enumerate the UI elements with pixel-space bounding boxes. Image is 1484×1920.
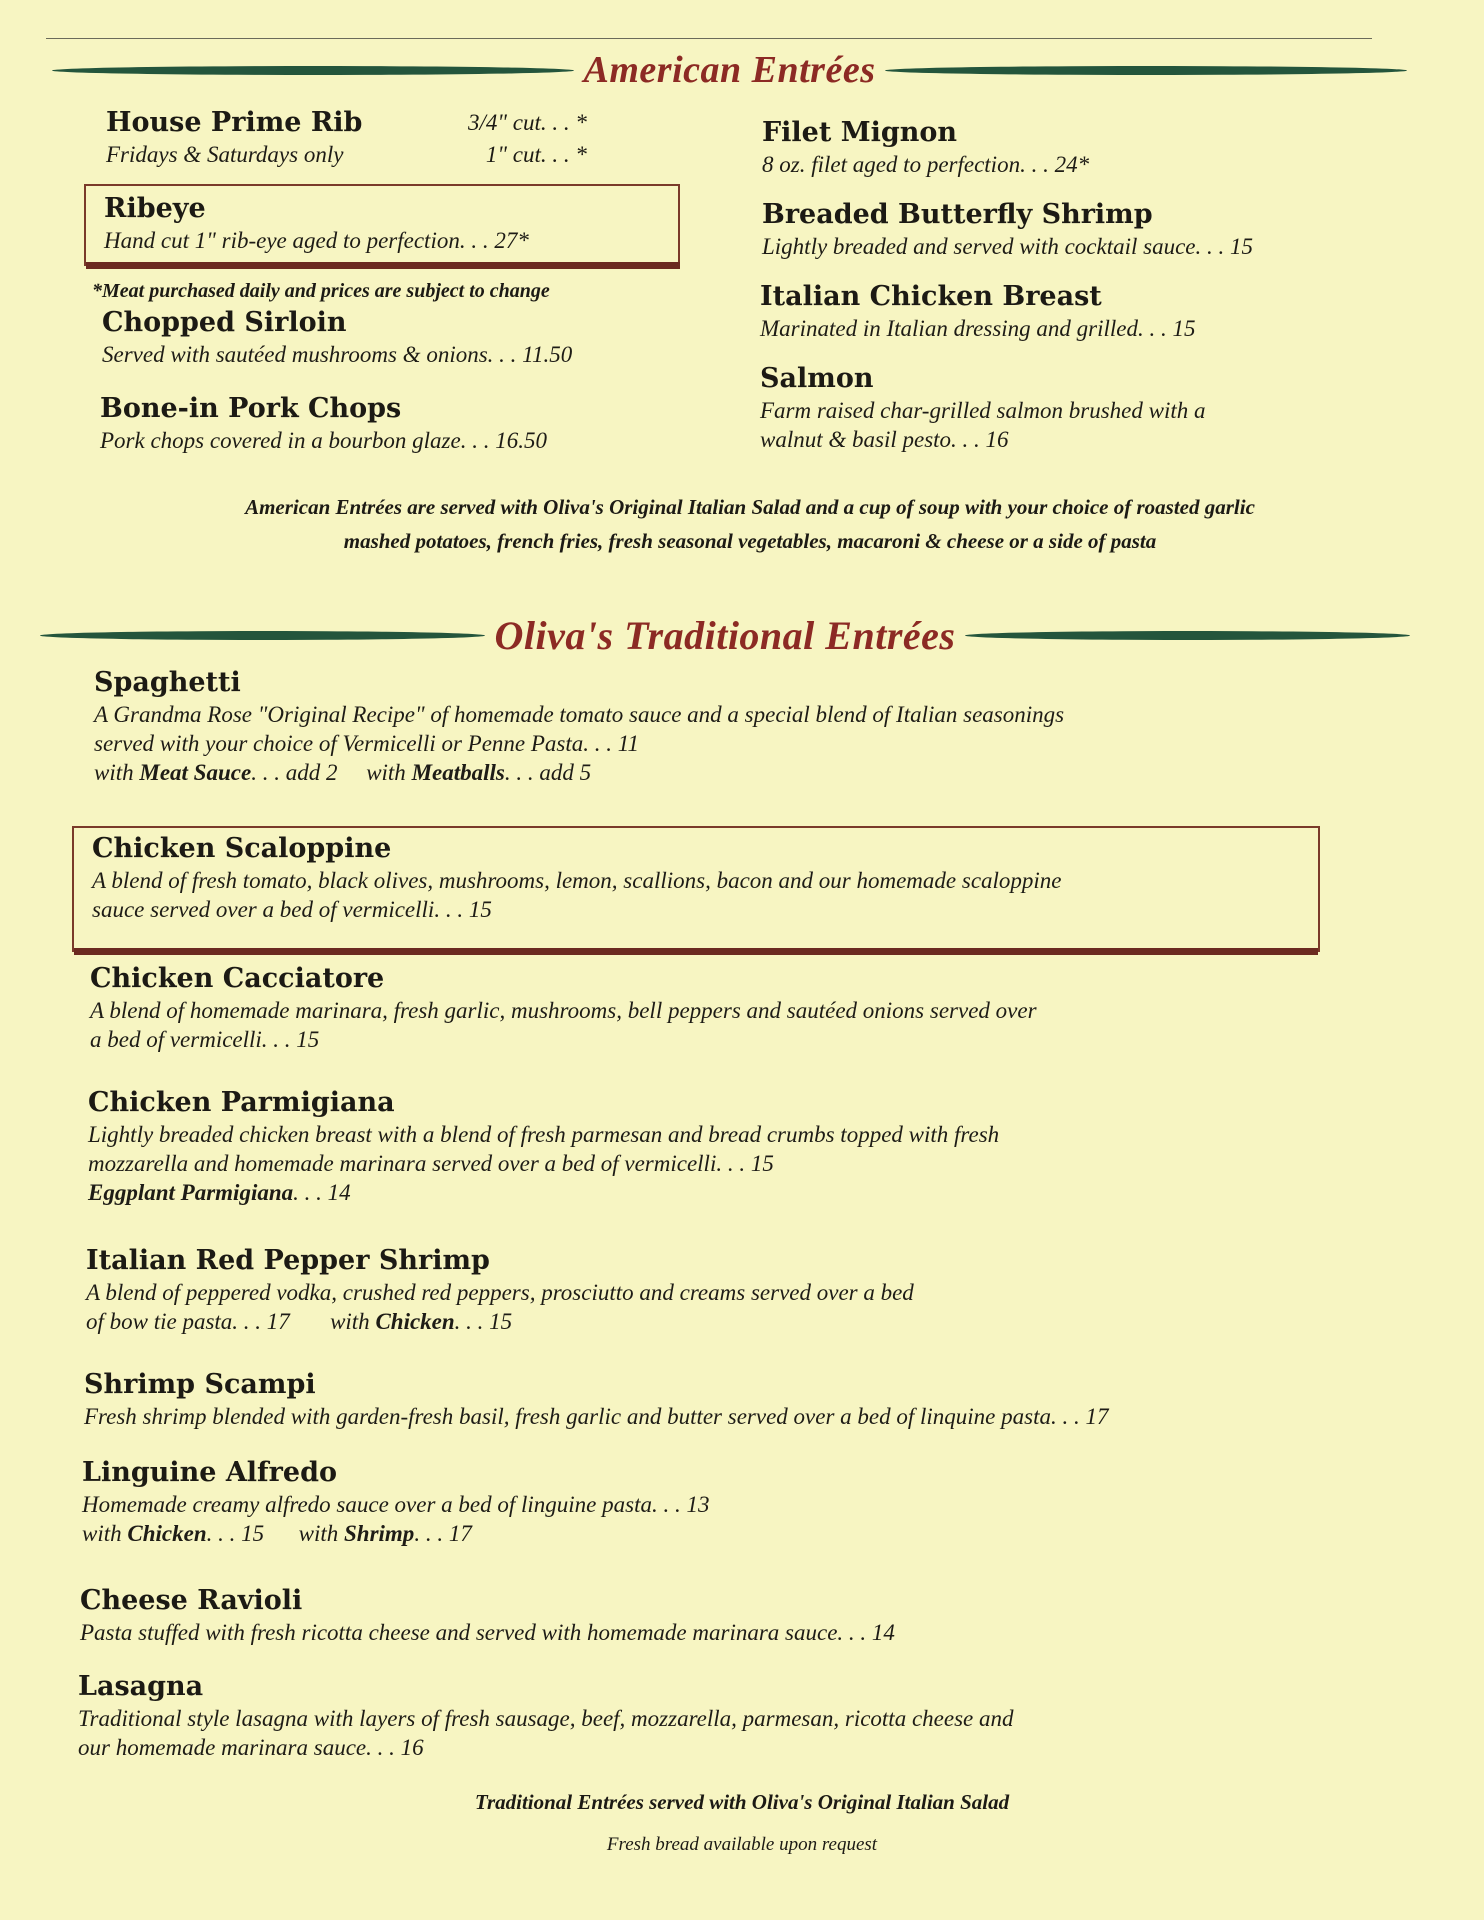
option-meatballs: with Meatballs. . . add 5 [366,760,592,785]
menu-item-red-pepper-shrimp [86,1244,914,1336]
item-options: Eggplant Parmigiana. . . 14 [88,1180,351,1205]
menu-item-spaghetti [94,666,1064,787]
menu-item-chicken-cacciatore [90,962,1037,1054]
menu-item-pork-chops [100,392,547,455]
item-options [82,1519,709,1548]
item-name: Linguine Alfredo [82,1457,337,1488]
heading-swoosh-right [965,631,1410,640]
item-name: Chopped Sirloin [102,307,347,338]
item-desc: Lightly breaded chicken breast with a blend of fresh parmesan and bread crumbs topped with fresh [88,1122,1000,1147]
option-with-chicken: with Chicken. . . 15 [82,1521,265,1546]
item-desc: Marinated in Italian dressing and grilled. . . 15 [760,316,1196,341]
meat-price-note: *Meat purchased daily and prices are subject to change [92,280,550,302]
item-desc: Fresh shrimp blended with garden-fresh basil, fresh garlic and butter served over a bed of linquine pasta. . . 17 [84,1404,1109,1429]
item-name: Chicken Parmigiana [88,1087,395,1118]
item-name: Breaded Butterfly Shrimp [762,199,1153,230]
traditional-entrees-heading [40,612,1410,659]
item-name: Cheese Ravioli [80,1585,303,1616]
item-desc: a bed of vermicelli. . . 15 [90,1027,320,1052]
item-desc: Pasta stuffed with fresh ricotta cheese and served with homemade marinara sauce. . . 14 [80,1620,895,1645]
item-desc: Traditional style lasagna with layers of fresh sausage, beef, mozzarella, parmesan, ricotta cheese and [78,1706,1014,1731]
item-name: Salmon [760,363,874,394]
option-with-chicken: with Chicken. . . 15 [330,1309,513,1334]
american-served-with-note [60,490,1440,558]
prime-rib-cuts [468,107,587,171]
menu-item-filet-mignon [762,116,1089,179]
american-entrees-heading [52,48,1407,92]
menu-item-chicken-scaloppine [92,832,1062,924]
item-name: House Prime Rib [106,107,363,138]
item-name: Shrimp Scampi [84,1369,316,1400]
scaloppine-box-shadow [74,948,1318,955]
item-desc: walnut & basil pesto. . . 16 [760,427,1009,452]
menu-item-salmon [760,362,1205,454]
option-eggplant-parmigiana: Eggplant Parmigiana [88,1180,294,1205]
fresh-bread-note: Fresh bread available upon request [606,1834,878,1855]
item-name: Chicken Cacciatore [90,963,385,994]
item-options [94,758,1064,787]
item-name: Bone-in Pork Chops [100,393,402,424]
option-with-shrimp: with Shrimp. . . 17 [298,1521,472,1546]
top-rule [46,38,1372,39]
item-desc: Lightly breaded and served with cocktail sauce. . . 15 [762,234,1253,259]
menu-item-prime-rib [106,106,362,169]
option-meat-sauce: with Meat Sauce. . . add 2 [94,760,338,785]
menu-item-ribeye [104,192,529,255]
item-name: Italian Chicken Breast [760,281,1102,312]
menu-item-chicken-parmigiana [88,1086,999,1207]
item-desc: A blend of fresh tomato, black olives, mushrooms, lemon, scallions, bacon and our homemade scaloppine [92,868,1062,893]
cut-price-1: 1" cut. . . * [485,142,587,167]
item-desc: served with your choice of Vermicelli or Penne Pasta. . . 11 [94,731,640,756]
item-desc: Served with sautéed mushrooms & onions. . . 11.50 [102,342,573,367]
menu-item-chopped-sirloin [102,306,572,369]
menu-item-shrimp-scampi [84,1368,1108,1431]
menu-item-butterfly-shrimp [762,198,1253,261]
heading-swoosh-left [40,631,485,640]
item-name: Ribeye [104,193,206,224]
item-desc: Hand cut 1" rib-eye aged to perfection. . . 27* [104,228,529,253]
item-desc: mozzarella and homemade marinara served over a bed of vermicelli. . . 15 [88,1151,774,1176]
menu-item-lasagna [78,1670,1014,1762]
item-name: Lasagna [78,1671,204,1702]
item-desc: A Grandma Rose "Original Recipe" of homemade tomato sauce and a special blend of Italian seasonings [94,702,1065,727]
item-desc: Homemade creamy alfredo sauce over a bed of linguine pasta. . . 13 [82,1492,710,1517]
item-desc: Fridays & Saturdays only [106,142,344,167]
item-desc: Farm raised char-grilled salmon brushed with a [760,398,1206,423]
cut-price-3-4: 3/4" cut. . . * [468,110,587,135]
menu-item-italian-chicken-breast [760,280,1196,343]
item-name: Spaghetti [94,667,241,698]
item-name: Italian Red Pepper Shrimp [86,1245,490,1276]
item-name: Chicken Scaloppine [92,833,392,864]
menu-item-linguine-alfredo [82,1456,709,1548]
item-desc: A blend of peppered vodka, crushed red peppers, prosciutto and creams served over a bed [86,1280,914,1305]
item-desc: sauce served over a bed of vermicelli. . . 15 [92,897,492,922]
item-desc: of bow tie pasta. . . 17 with Chicken. . . 15 [86,1309,513,1334]
heading-swoosh-left [52,66,574,75]
american-entrees-title: American Entrées [583,49,876,91]
item-desc: Pork chops covered in a bourbon glaze. . . 16.50 [100,428,547,453]
heading-swoosh-right [885,66,1407,75]
item-desc: our homemade marinara sauce. . . 16 [78,1735,424,1760]
traditional-entrees-title: Oliva's Traditional Entrées [494,613,956,658]
ribeye-box-shadow [86,262,680,269]
served-note-line-1: American Entrées are served with Oliva's Original Italian Salad and a cup of soup with your choice of roasted garlic [245,495,1255,519]
item-desc: A blend of homemade marinara, fresh garlic, mushrooms, bell peppers and sautéed onions served over [90,998,1037,1023]
menu-item-cheese-ravioli [80,1584,895,1647]
traditional-served-with-note: Traditional Entrées served with Oliva's Original Italian Salad [474,1790,1010,1814]
item-name: Filet Mignon [762,117,958,148]
item-desc: 8 oz. filet aged to perfection. . . 24* [762,152,1090,177]
served-note-line-2: mashed potatoes, french fries, fresh seasonal vegetables, macaroni & cheese or a side of pasta [343,529,1157,553]
